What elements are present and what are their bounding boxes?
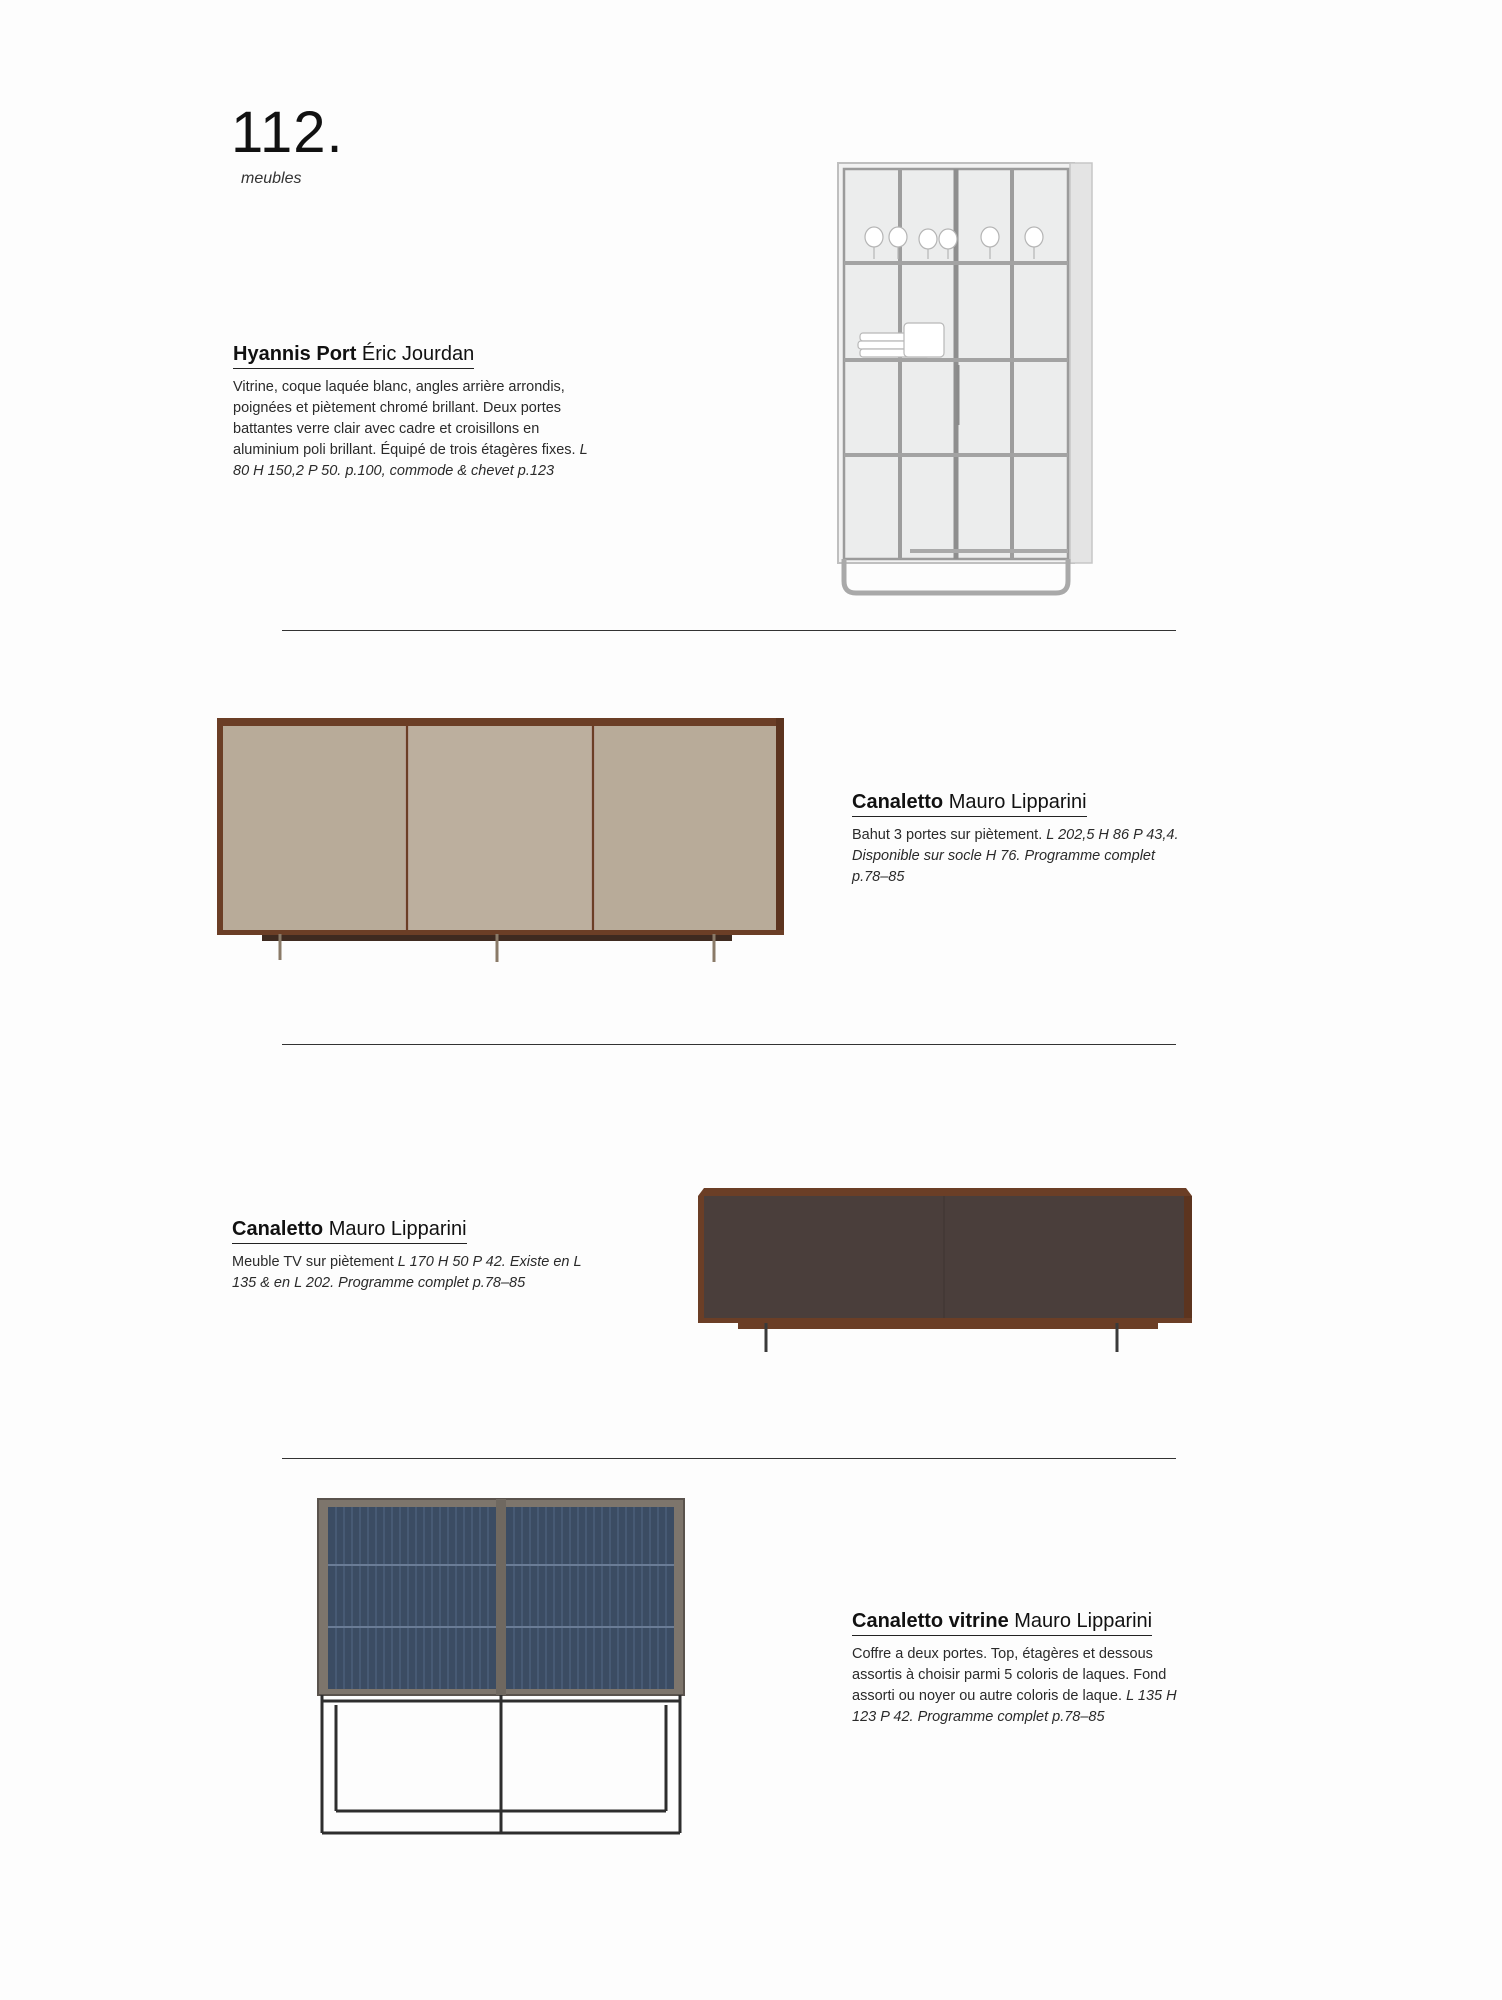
product-text-hyannis-port bbox=[233, 342, 593, 482]
dimensions-text: L 202,5 H 86 P 43,4. Disponible sur socle H 76. Programme complet p.78–85 bbox=[852, 827, 1179, 885]
product-name: Hyannis Port bbox=[233, 343, 357, 365]
dimensions-text: L 135 H 123 P 42. Programme complet p.78–85 bbox=[852, 1688, 1177, 1725]
description-text: Vitrine, coque laquée blanc, angles arrière arrondis, poignées et piètement chromé brillant. Deux portes battantes verre clair avec cadre et croisillons en aluminium poli brillant. Équipé de trois étagères fixes. bbox=[233, 379, 576, 458]
divider bbox=[282, 630, 1176, 631]
product-image-canaletto-tv bbox=[694, 1184, 1194, 1359]
product-image-canaletto-sideboard bbox=[212, 712, 792, 967]
product-designer: Éric Jourdan bbox=[361, 343, 475, 365]
product-text-canaletto-vitrine bbox=[852, 1609, 1202, 1728]
page-number: 112. bbox=[231, 100, 344, 165]
product-description bbox=[852, 825, 1192, 888]
dimensions-text: L 80 H 150,2 P 50. p.100, commode & chevet p.123 bbox=[233, 442, 588, 479]
product-name: Canaletto bbox=[852, 791, 944, 813]
dimensions-text: L 170 H 50 P 42. Existe en L 135 & en L 202. Programme complet p.78–85 bbox=[232, 1254, 582, 1291]
product-designer: Mauro Lipparini bbox=[948, 791, 1087, 813]
product-designer: Mauro Lipparini bbox=[328, 1218, 467, 1240]
divider bbox=[282, 1044, 1176, 1045]
page-section: meubles bbox=[241, 170, 302, 187]
product-title bbox=[232, 1217, 467, 1244]
product-description bbox=[852, 1644, 1202, 1728]
product-name: Canaletto bbox=[232, 1218, 324, 1240]
product-title bbox=[233, 342, 474, 369]
description-text: Coffre a deux portes. Top, étagères et dessous assortis à choisir parmi 5 coloris de laques. Fond assorti ou noyer ou autre coloris de laque. bbox=[852, 1646, 1167, 1704]
product-image-hyannis-port bbox=[830, 155, 1100, 605]
product-title bbox=[852, 790, 1087, 817]
product-description bbox=[233, 377, 593, 482]
divider bbox=[282, 1458, 1176, 1459]
description-text: Meuble TV sur piètement bbox=[232, 1254, 394, 1270]
product-designer: Mauro Lipparini bbox=[1014, 1610, 1153, 1632]
description-text: Bahut 3 portes sur piètement. bbox=[852, 827, 1043, 843]
product-text-canaletto-sideboard bbox=[852, 790, 1192, 888]
product-title bbox=[852, 1609, 1152, 1636]
product-image-canaletto-vitrine bbox=[312, 1495, 692, 1840]
product-text-canaletto-tv bbox=[232, 1217, 602, 1294]
product-name: Canaletto vitrine bbox=[852, 1610, 1009, 1632]
product-description bbox=[232, 1252, 602, 1294]
